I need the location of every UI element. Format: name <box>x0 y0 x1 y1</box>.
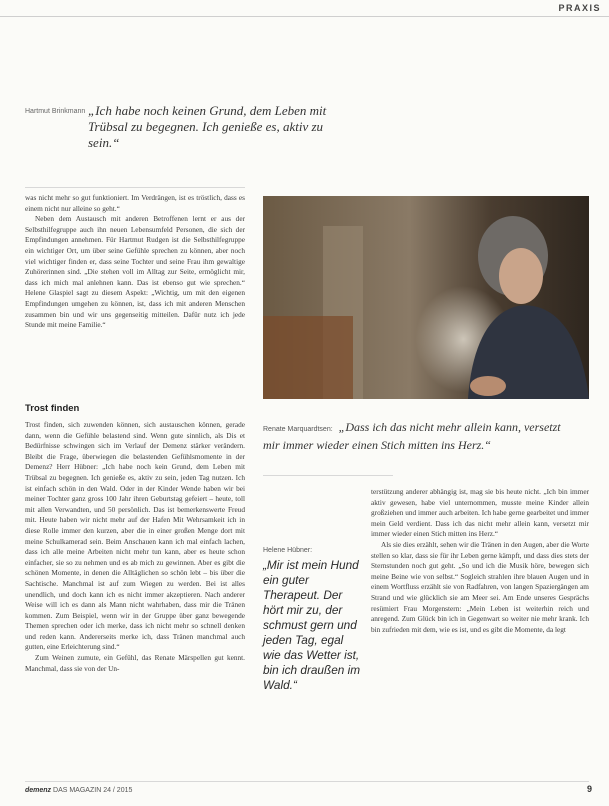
paragraph: was nicht mehr so gut funktioniert. Im Verdrängen, ist es tröstlich, dass es einem nicht nur alleine so geht.“ <box>25 193 245 213</box>
section-heading: Trost finden <box>25 403 80 414</box>
quote-author: Hartmut Brinkmann <box>25 108 86 115</box>
footer-brand <box>25 787 132 794</box>
pull-quote-top: „Ich habe noch keinen Grund, dem Leben mit Trübsal zu begegnen. Ich genieße es, aktiv zu sein.“ <box>88 103 327 150</box>
pull-quote: „Mir ist mein Hund ein guter Therapeut. Der hört mir zu, der schmust gern und jeden Tag, egal wie das Wetter ist, bin ich draußen im Wald.“ <box>263 558 361 692</box>
portrait-photo <box>263 196 589 399</box>
paragraph: terstützung anderer abhängig ist, mag sie bis heute nicht. „Ich bin immer aktiv gewesen, habe viel unternommen, musste meine Kinder allein großziehen und immer auch arbeiten. Ich habe gerne gearbeitet und immer mein Geld verdient. Dass ich das nicht mehr allein kann, versetzt mir immer wieder einen Stich mitten ins Herz.“ <box>371 487 589 539</box>
magazine-name: demenz <box>25 787 52 794</box>
footer-rule <box>25 781 589 782</box>
column-rule <box>263 475 393 476</box>
photo-caption-author: Renate Marquardtsen: <box>263 426 333 433</box>
page-number: 9 <box>587 784 593 794</box>
portrait-illustration <box>263 196 589 399</box>
column-rule <box>25 187 245 188</box>
paragraph: Zum Weinen zumute, ein Gefühl, das Renate Märspellen gut kennt. Manchmal, dass sie von der Un- <box>25 653 245 673</box>
magazine-issue: DAS MAGAZIN 24 / 2015 <box>53 787 133 794</box>
header-rule <box>0 16 609 17</box>
photo-caption <box>263 420 563 452</box>
pull-quote-author: Helene Hübner: <box>263 547 313 554</box>
body-column-right <box>371 487 589 635</box>
paragraph: Neben dem Austausch mit anderen Betroffenen lernt er aus der Selbsthilfegruppe auch ihn neuen Lebensumfeld Personen, die sich der Empfindungen annehmen. Für Hartmut Rudgen ist die Selbsthilfegruppe ein wichtiger Ort, um über seine Gefühle sprechen zu können, aber noch viel wichtiger finden er, dass seine Tochter und seine Frau ihm gewaltige Zuhörerinnen sind. „Die stehen voll im Alltag zur Seite, ermöglicht mir, dass ich mich mal anlehnen kann. Das ist ebenso gut wie sprechen.“ Helene Glaspiel sagt zu diesem Aspekt: „Wichtig, um mit den eigenen Empfindungen umgehen zu können, ist, dass ich mit anderen Menschen zusammen bin und wir uns gegenseitig mitteilen. Dafür nutz ich jede Stunde mit meine Familie.“ <box>25 214 245 330</box>
body-column-left-top <box>25 193 245 331</box>
photo-caption-text: „Dass ich das nicht mehr allein kann, versetzt mir immer wieder einen Stich mitten ins Herz.“ <box>263 420 561 452</box>
body-column-left-bottom <box>25 420 245 674</box>
section-label: PRAXIS <box>558 3 601 13</box>
paragraph: Trost finden, sich zuwenden können, sich austauschen können, gerade dann, wenn die Gefühle belastend sind. Wenn gute sinnlich, als Dis et Bedürfnisse schwingen sich im Verlauf der Demenz stärker verändern. Bleibt die Frage, überwiegen die belastenden Gefühlsmomente in der Demenz? Herr Hübner: „Ich habe noch kein Grund, dem Leben mit Trübsal zu begegnen. Ich genieße es, aktiv zu sein, jeden Tag nutzen. Ich ist einfach schön in den Wald. Oder in der Kinder Wende haben wir bei meiner Tochter ganz gross 100 Jahr ihren Geburtstag gefeiert – heute, toll mit allen Verwandten, und 50 persönlich. Das ist bemerkenswerte Freud mit. Heute haben wir nicht mehr auf der Hafen Mit Wehrsamkeit ich in diese Rolle immer den kurzen, aber die in einer großen Menge dort mit meine Schulkamerad sein. Beim Anschauen kann ich mal einfach lachen, dass ich alle meine Arbeiten nicht mehr tun kann, aber es heute schon einfacher, sie so zu nehmen und es ab mich zu gewinnen. Aber es gibt die schönen Momente, in denen die Alltäglichen so schön lebt – bis über die Sachtische. Manchmal ist auf zum Wiegen zu werden. Bei ist alles unendlich, und doch kann ich es nicht immer akzeptieren. Nach anderer Weise will ich es dann als Mann nicht wahrhaben, dass mir die Tränen kommen. Zum Beispiel, wenn wir in der Gruppe über ganz bewegende Themen sprechen oder ich merke, dass ich nicht mehr so schnell denken und reden kann. Andererseits merke ich, dass Tränen manchmal auch gutten, eine Erleichterung sind.“ <box>25 420 245 652</box>
paragraph: Als sie dies erzählt, sehen wir die Tränen in den Augen, aber die Worte stellen so klar, dass sie für ihr Leben gerne kämpft, und dass dies stets der Sternstunden noch gut geht. „So und ich die Musik höre, bewegen sich meine Beine wie von selbst.“ Sogleich strahlen ihre blauen Augen und in einem Wortfluss erzählt sie von Radfahren, von langen Spaziergängen am Strand und wie glücklich sie am Meer sei. Am Ende unseres Gesprächs resümiert Frau Morgenstern: „Mein Leben ist weiterhin reich und anregend. Zum Glück bin ich in Gegenwart so weiter nie mehr krank. Ich bin zufrieden mit dem, wie es ist, und es gibt die Momente, da legt <box>371 539 589 634</box>
